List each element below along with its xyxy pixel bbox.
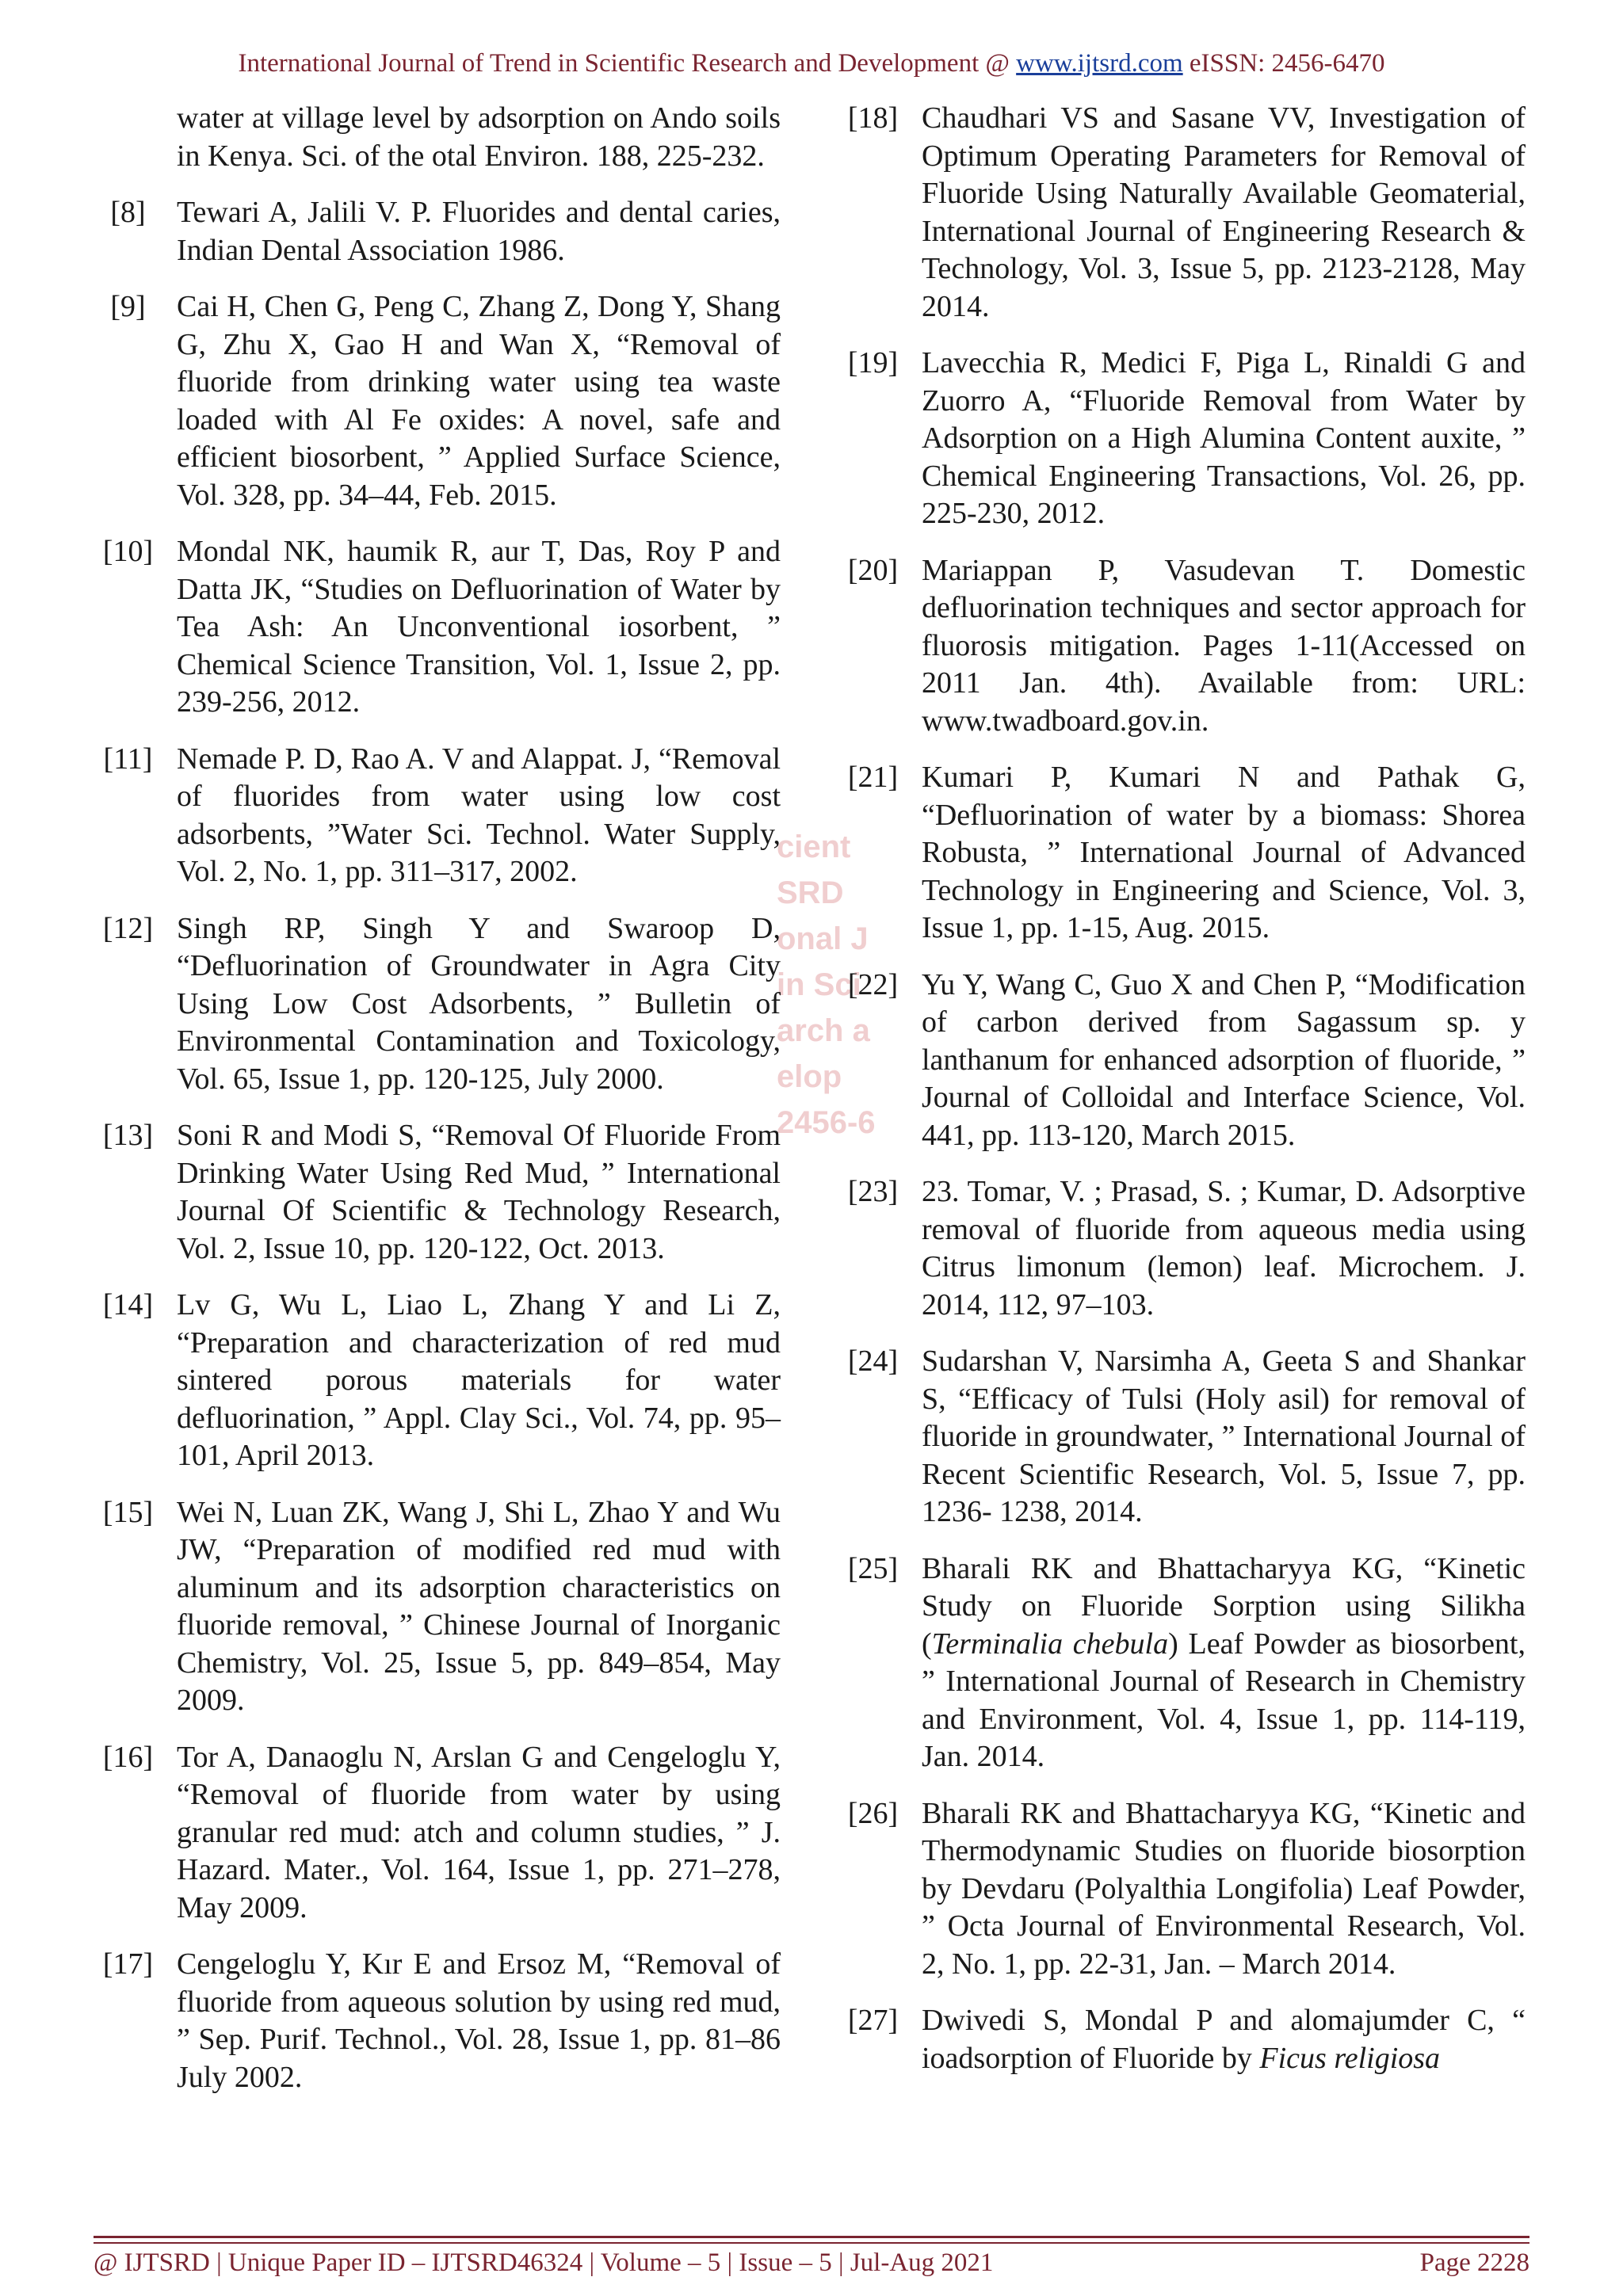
- header-prefix: International Journal of Trend in Scientific Research and Development @: [238, 49, 1017, 78]
- reference-number: [17]: [102, 1947, 154, 1981]
- reference-number: [12]: [102, 911, 154, 945]
- reference-item: [79, 1946, 781, 2096]
- reference-text: Mondal NK, haumik R, aur T, Das, Roy P and Datta JK, “Studies on Defluorination of Water by Tea Ash: An Unconventional iosorbent, ” Chemical Science Transition, Vol. 1, Issue 2, pp. 239-256, 2012.: [177, 535, 781, 719]
- reference-item: [79, 910, 781, 1099]
- watermark-line: in Sci: [777, 967, 861, 1002]
- reference-text: Tewari A, Jalili V. P. Fluorides and dental caries, Indian Dental Association 1986.: [177, 196, 781, 267]
- reference-number: [18]: [847, 101, 899, 135]
- page-number: Page 2228: [1419, 2248, 1529, 2277]
- header-suffix: eISSN: 2456-6470: [1182, 49, 1385, 78]
- reference-number: [20]: [847, 553, 899, 587]
- reference-number: [10]: [102, 535, 154, 568]
- reference-text: Cengeloglu Y, Kır E and Ersoz M, “Removal of fluoride from aqueous solution by using red mud, ” Sep. Purif. Technol., Vol. 28, Issue 1, pp. 81–86 July 2002.: [177, 1947, 781, 2094]
- page-footer: [94, 2248, 1529, 2283]
- reference-number: [14]: [102, 1288, 154, 1322]
- reference-number: [9]: [110, 290, 146, 323]
- footer-paper-info: @ IJTSRD | Unique Paper ID – IJTSRD46324 | Volume – 5 | Issue – 5 | Jul-Aug 2021: [94, 2248, 994, 2277]
- reference-text: Nemade P. D, Rao A. V and Alappat. J, “Removal of fluorides from water using low cost adsorbents, ”Water Sci. Technol. Water Supply, Vol. 2, No. 1, pp. 311–317, 2002.: [177, 742, 781, 888]
- reference-item: [824, 1550, 1526, 1776]
- reference-text: Singh RP, Singh Y and Swaroop D, “Defluorination of Groundwater in Agra City Using Low Cost Adsorbents, ” Bulletin of Environmental Contamination and Toxicology, Vol. 65, Issue 1, pp. 120-125, July 2000.: [177, 911, 781, 1096]
- reference-item: [79, 194, 781, 269]
- reference-number: [11]: [103, 742, 153, 776]
- reference-item: [824, 345, 1526, 533]
- watermark-line: arch a: [777, 1013, 870, 1048]
- reference-text: 23. Tomar, V. ; Prasad, S. ; Kumar, D. Adsorptive removal of fluoride from aqueous media using Citrus limonum (lemon) leaf. Microchem. J. 2014, 112, 97–103.: [922, 1175, 1526, 1322]
- journal-header: [0, 49, 1623, 78]
- reference-item: [824, 1795, 1526, 1984]
- reference-text: Lavecchia R, Medici F, Piga L, Rinaldi G and Zuorro A, “Fluoride Removal from Water by Adsorption on a High Alumina Content auxite, ” Chemical Engineering Transactions, Vol. 26, pp. 225-230, 2012.: [922, 346, 1526, 530]
- reference-text: Cai H, Chen G, Peng C, Zhang Z, Dong Y, Shang G, Zhu X, Gao H and Wan X, “Removal of fluoride from drinking water using tea waste loaded with Al Fe oxides: A novel, safe and efficient biosorbent, ” Applied Surface Science, Vol. 328, pp. 34–44, Feb. 2015.: [177, 290, 781, 512]
- reference-text: Tor A, Danaoglu N, Arslan G and Cengeloglu Y, “Removal of fluoride from water by using granular red mud: atch and column studies, ” J. Hazard. Mater., Vol. 164, Issue 1, pp. 271–278, May 2009.: [177, 1740, 781, 1924]
- reference-text-part: Dwivedi S, Mondal P and alomajumder C, “ ioadsorption of Fluoride by: [922, 2004, 1526, 2075]
- reference-item: [79, 1117, 781, 1268]
- species-name-italic: Terminalia chebula: [931, 1627, 1169, 1661]
- reference-item: [824, 100, 1526, 326]
- reference-number: [16]: [102, 1740, 154, 1774]
- reference-number: [15]: [102, 1495, 154, 1529]
- reference-item: [79, 533, 781, 722]
- reference-number: [26]: [847, 1796, 899, 1830]
- reference-item: [79, 1494, 781, 1720]
- watermark-line: cient: [777, 830, 851, 864]
- reference-text: Mariappan P, Vasudevan T. Domestic defluorination techniques and sector approach for fluorosis mitigation. Pages 1-11(Accessed on 2011 Jan. 4th). Available from: URL: www.twadboard.gov.in.: [922, 553, 1526, 738]
- reference-text: Soni R and Modi S, “Removal Of Fluoride From Drinking Water Using Red Mud, ” International Journal Of Scientific & Technology Research, Vol. 2, Issue 10, pp. 120-122, Oct. 2013.: [177, 1119, 781, 1265]
- footer-divider: [94, 2242, 1529, 2244]
- reference-text: [922, 1550, 1526, 1776]
- reference-text: Bharali RK and Bhattacharyya KG, “Kinetic and Thermodynamic Studies on fluoride biosorption by Devdaru (Polyalthia Longifolia) Leaf Powder, ” Octa Journal of Environmental Research, Vol. 2, No. 1, pp. 22-31, Jan. – March 2014.: [922, 1796, 1526, 1981]
- reference-number: [21]: [847, 761, 899, 794]
- reference-number: [25]: [847, 1551, 899, 1585]
- reference-item: [824, 1343, 1526, 1531]
- reference-number: [8]: [110, 196, 146, 229]
- reference-text: Sudarshan V, Narsimha A, Geeta S and Shankar S, “Efficacy of Tulsi (Holy asil) for removal of fluoride in groundwater, ” International Journal of Recent Scientific Research, Vol. 5, Issue 7, pp. 1236- 1238, 2014.: [922, 1344, 1526, 1528]
- reference-item: [824, 967, 1526, 1155]
- reference-number: [22]: [847, 967, 899, 1001]
- reference-item: [824, 2002, 1526, 2077]
- reference-item: [79, 1287, 781, 1475]
- reference-item: [824, 759, 1526, 948]
- reference-text: Chaudhari VS and Sasane VV, Investigation of Optimum Operating Parameters for Removal of Fluoride Using Naturally Available Geomaterial, International Journal of Engineering Research & Technology, Vol. 3, Issue 5, pp. 2123-2128, May 2014.: [922, 101, 1526, 323]
- reference-number: [24]: [847, 1344, 899, 1378]
- reference-column-right: [824, 100, 1526, 2096]
- reference-item: [824, 1173, 1526, 1324]
- reference-item: [79, 1739, 781, 1928]
- reference-text-part: ) Leaf Powder as biosorbent, ” International Journal of Research in Chemistry and Environment, Vol. 4, Issue 1, pp. 114-119, Jan. 2014.: [922, 1627, 1526, 1773]
- reference-text: Kumari P, Kumari N and Pathak G, “Defluorination of water by a biomass: Shorea Robusta, ” International Journal of Advanced Technology in Engineering and Science, Vol. 3, Issue 1, pp. 1-15, Aug. 2015.: [922, 761, 1526, 944]
- reference-continuation: water at village level by adsorption on Ando soils in Kenya. Sci. of the otal Environ. 188, 225-232.: [177, 101, 781, 173]
- watermark-line: SRD: [777, 875, 844, 910]
- reference-number: [27]: [847, 2004, 899, 2037]
- reference-number: [13]: [102, 1119, 154, 1152]
- species-name-italic: Ficus religiosa: [1259, 2041, 1441, 2075]
- watermark-line: onal J: [777, 921, 869, 956]
- reference-item: [824, 552, 1526, 741]
- reference-text: Lv G, Wu L, Liao L, Zhang Y and Li Z, “Preparation and characterization of red mud sintered porous materials for water defluorination, ” Appl. Clay Sci., Vol. 74, pp. 95–101, April 2013.: [177, 1288, 781, 1472]
- reference-item: [79, 288, 781, 514]
- reference-text: [922, 2002, 1526, 2077]
- reference-text: Wei N, Luan ZK, Wang J, Shi L, Zhao Y and Wu JW, “Preparation of modified red mud with aluminum and its adsorption characteristics on fluoride removal, ” Chinese Journal of Inorganic Chemistry, Vol. 25, Issue 5, pp. 849–854, May 2009.: [177, 1495, 781, 1717]
- journal-link[interactable]: www.ijtsrd.com: [1016, 49, 1183, 78]
- reference-column-left: [79, 100, 781, 2115]
- footer-divider: [94, 2236, 1529, 2238]
- reference-number: [23]: [847, 1175, 899, 1208]
- watermark-line: elop: [777, 1059, 842, 1094]
- reference-text: Yu Y, Wang C, Guo X and Chen P, “Modification of carbon derived from Sagassum sp. y lanthanum for enhanced adsorption of fluoride, ” Journal of Colloidal and Interface Science, Vol. 441, pp. 113-120, March 2015.: [922, 967, 1526, 1152]
- watermark-line: 2456-6: [777, 1105, 876, 1140]
- reference-text-part: Bharali RK and Bhattacharyya KG, “Kinetic Study on Fluoride Sorption using Silikha (: [922, 1551, 1526, 1661]
- reference-number: [19]: [847, 346, 899, 379]
- reference-item: [79, 741, 781, 891]
